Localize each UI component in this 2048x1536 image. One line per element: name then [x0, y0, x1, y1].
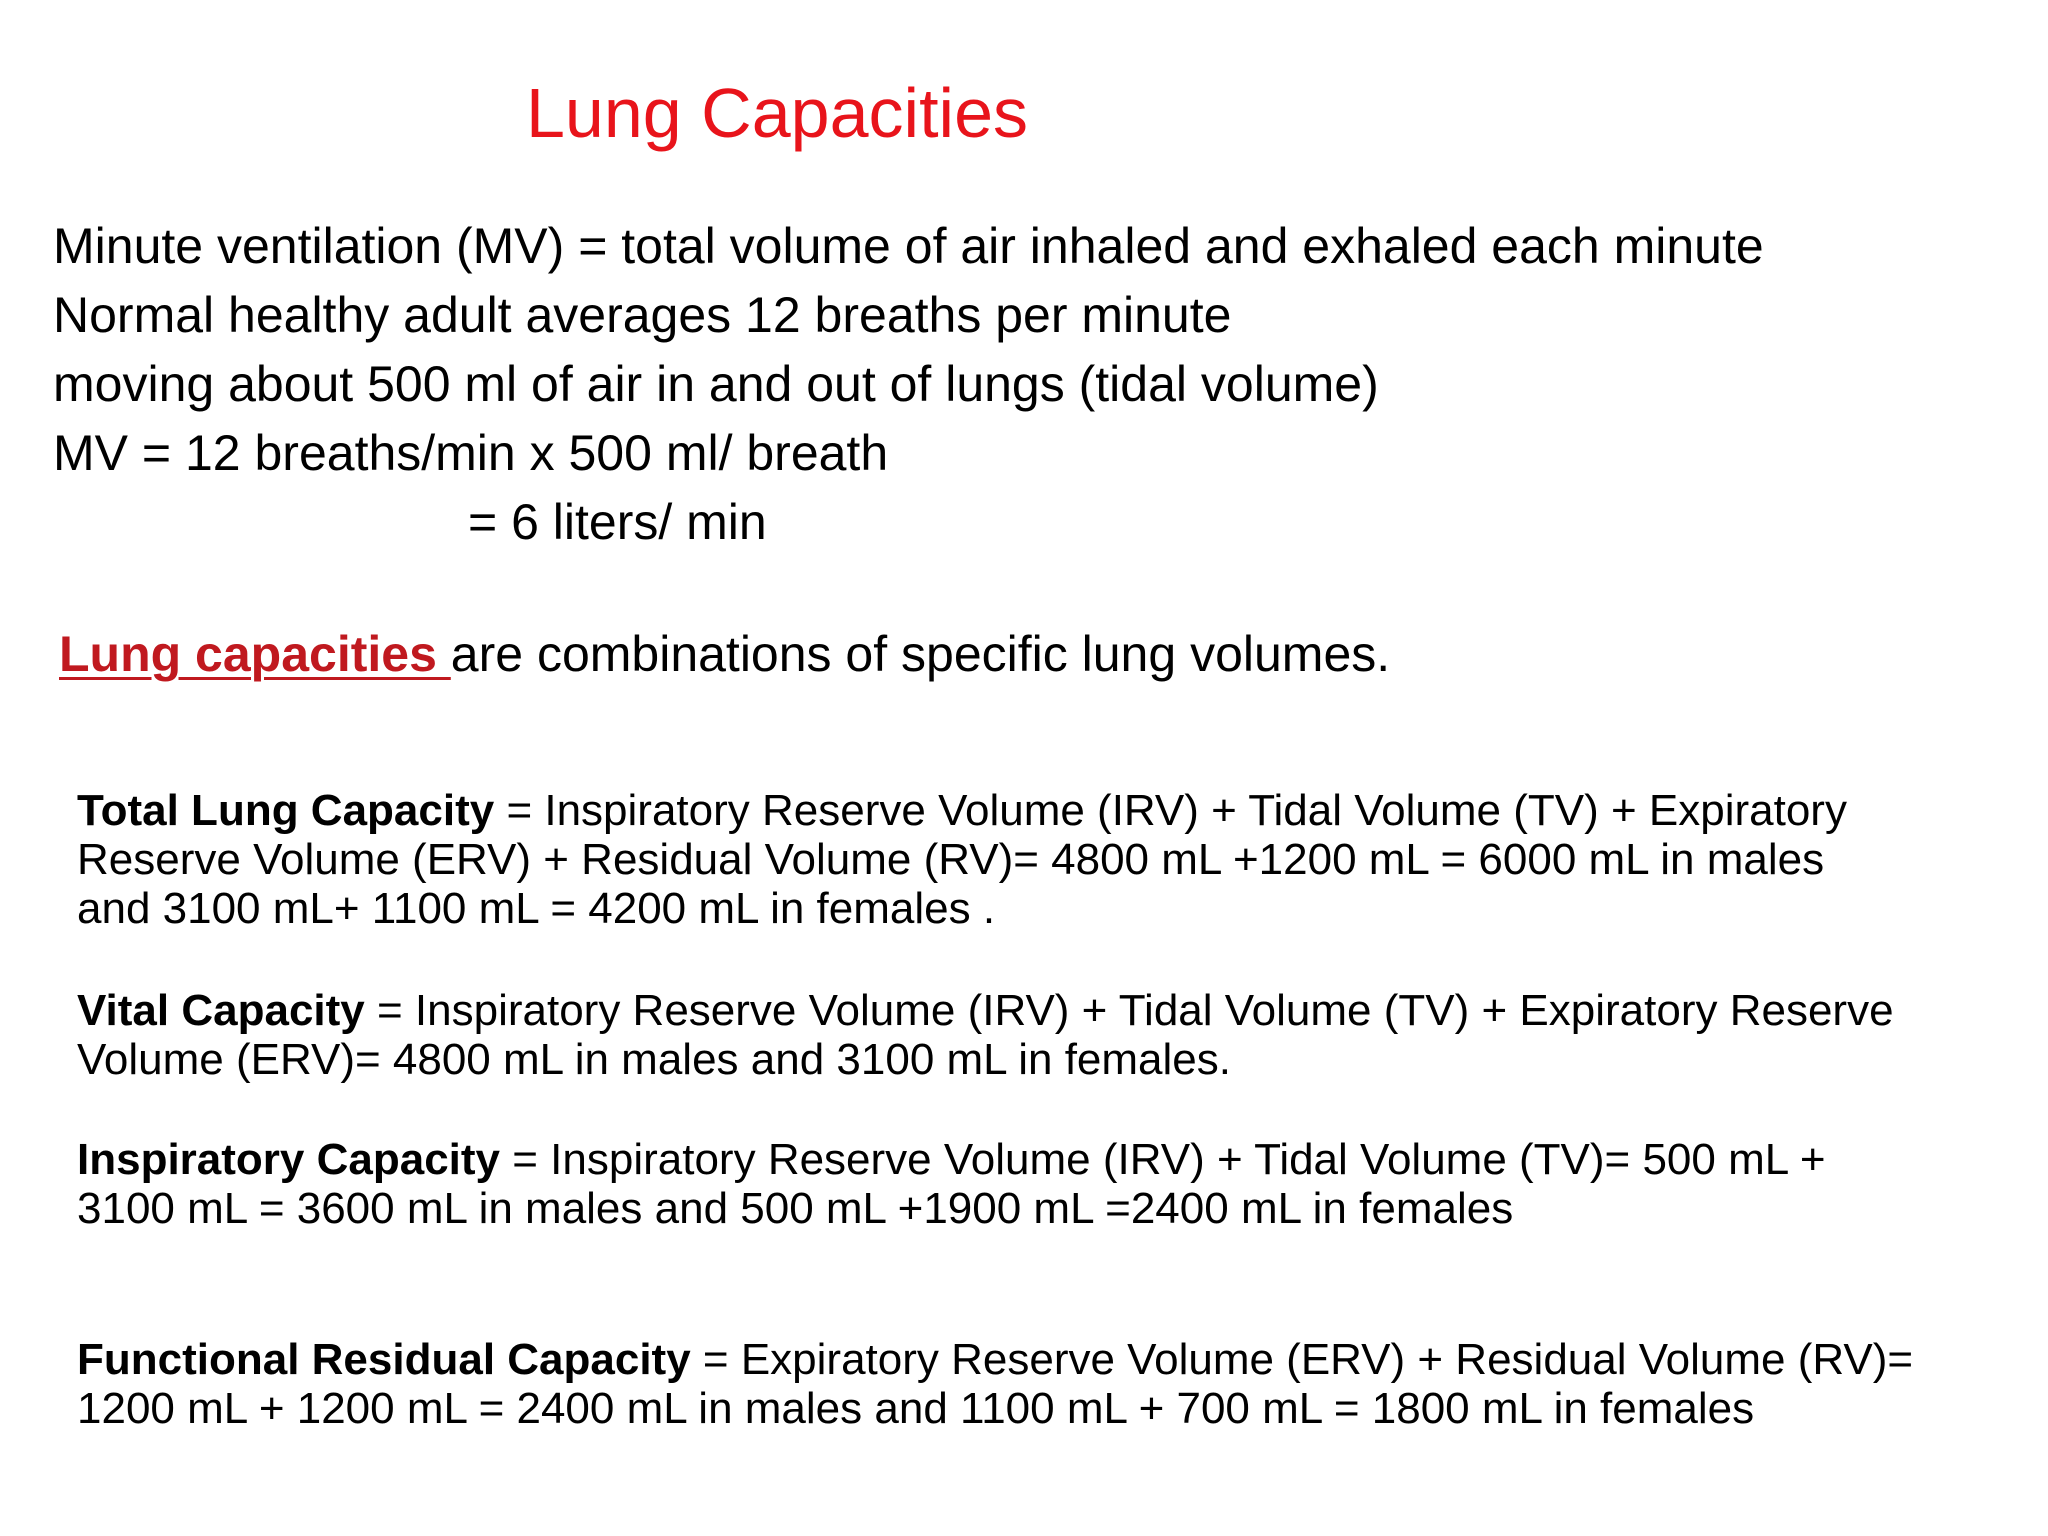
slide-title: Lung Capacities [526, 74, 1028, 152]
intro-line: moving about 500 ml of air in and out of lungs (tidal volume) [53, 356, 1379, 412]
definition-line: 3100 mL = 3600 mL in males and 500 mL +1900 mL =2400 mL in females [77, 1184, 1514, 1233]
minute-ventilation-text [53, 212, 1764, 557]
definition-line: Reserve Volume (ERV) + Residual Volume (RV)= 4800 mL +1200 mL = 6000 mL in males [77, 835, 1825, 884]
definition-vital-capacity [77, 986, 1997, 1084]
intro-line: Minute ventilation (MV) = total volume of air inhaled and exhaled each minute [53, 218, 1764, 274]
intro-line: MV = 12 breaths/min x 500 ml/ breath [53, 425, 889, 481]
definition-text: = Inspiratory Reserve Volume (IRV) + Tidal Volume (TV)= 500 mL + [500, 1135, 1826, 1184]
lung-capacities-rest: are combinations of specific lung volumes. [450, 626, 1391, 682]
definition-term: Vital Capacity [77, 986, 365, 1035]
definition-line [77, 1335, 1997, 1384]
lung-capacities-sentence [59, 620, 1390, 689]
definition-line: 1200 mL + 1200 mL = 2400 mL in males and 1100 mL + 700 mL = 1800 mL in females [77, 1384, 1755, 1433]
definition-line [77, 1135, 1997, 1184]
definition-line [77, 786, 1997, 835]
lung-capacities-highlight: Lung capacities [59, 626, 451, 682]
definition-line [77, 986, 1997, 1035]
definition-line: Volume (ERV)= 4800 mL in males and 3100 mL in females. [77, 1035, 1231, 1084]
definition-text: = Inspiratory Reserve Volume (IRV) + Tidal Volume (TV) + Expiratory Reserve [364, 986, 1894, 1035]
definition-functional-residual-capacity [77, 1335, 1997, 1433]
intro-line: Normal healthy adult averages 12 breaths per minute [53, 287, 1232, 343]
intro-result-line: = 6 liters/ min [468, 494, 767, 550]
definition-inspiratory-capacity [77, 1135, 1997, 1233]
definition-term: Functional Residual Capacity [77, 1335, 691, 1384]
definition-line: and 3100 mL+ 1100 mL = 4200 mL in females . [77, 884, 996, 933]
definition-text: = Expiratory Reserve Volume (ERV) + Residual Volume (RV)= [690, 1335, 1914, 1384]
definition-term: Inspiratory Capacity [77, 1135, 501, 1184]
definition-term: Total Lung Capacity [77, 786, 495, 835]
definition-total-lung-capacity [77, 786, 1997, 933]
definition-text: = Inspiratory Reserve Volume (IRV) + Tidal Volume (TV) + Expiratory [494, 786, 1847, 835]
